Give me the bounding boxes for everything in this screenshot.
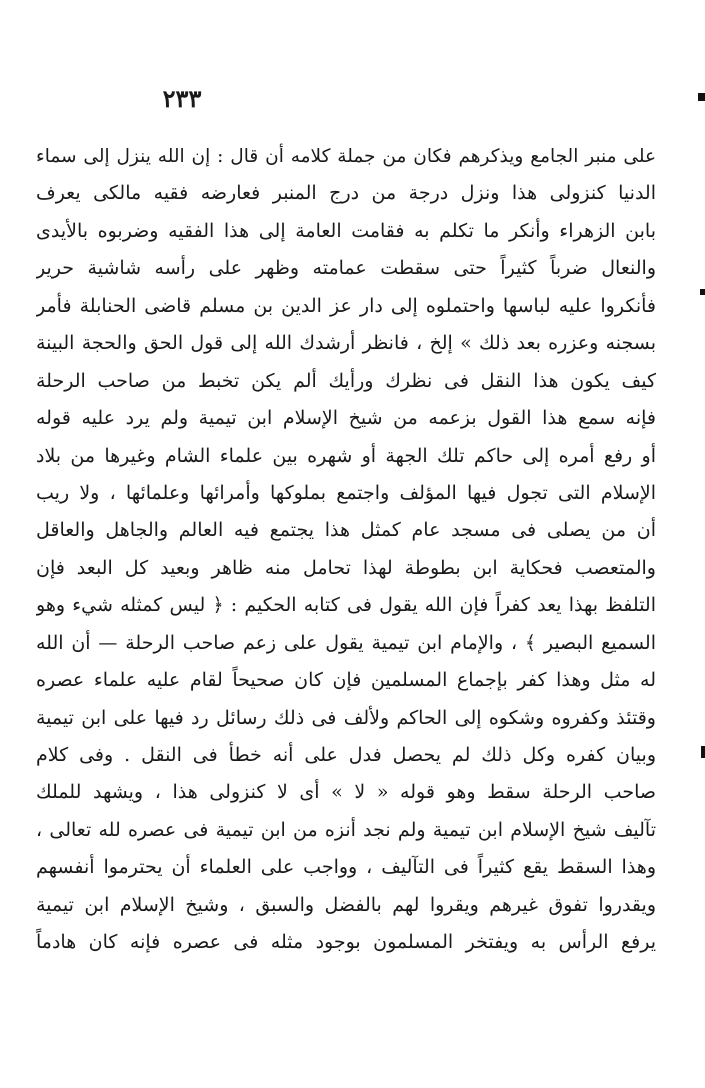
text-line: أن من يصلى فى مسجد عام كمثل هذا يجتمع فيه العالم والجاهل والعاقل (36, 519, 656, 542)
text-line: يرفع الرأس به ويفتخر المسلمون بوجود مثله فى عصره فإنه كان هادماً (36, 931, 656, 954)
text-line: فأنكروا عليه لباسها واحتملوه إلى دار عز الدين بن مسلم قاضى الحنابلة فأمر (36, 294, 656, 317)
text-line: بابن الزهراء وأنكر ما تكلم به فقامت العامة إلى هذا الفقيه وضربوه بالأيدى (36, 219, 656, 242)
text-line: على منبر الجامع ويذكرهم فكان من جملة كلامه أن قال : إن الله ينزل إلى سماء (36, 146, 656, 167)
text-line: تآليف شيخ الإسلام ابن تيمية ولم نجد أنزه من ابن تيمية فى عصره لله تعالى ، (36, 818, 656, 841)
text-line: أو رفع أمره إلى حاكم تلك الجهة أو شهره بين علماء الشام وغيرها من بلاد (36, 444, 656, 467)
page-number: ٢٣٣ (162, 84, 202, 113)
margin-mark (700, 289, 705, 295)
text-line: الدنيا كنزولى هذا ونزل درجة من درج المنبر فعارضه فقيه مالكى يعرف (36, 182, 656, 205)
page-text (36, 138, 656, 962)
text-line: الإسلام التى تجول فيها المؤلف واجتمع بملوكها وأمرائها وعلمائها ، ولا ريب (36, 481, 656, 504)
text-line: وقتئذ وكفروه وشكوه إلى الحاكم ولألف فى ذلك رسائل رد فيها على ابن تيمية (36, 706, 656, 729)
text-line: ويقدروا تفوق غيرهم ويقروا لهم بالفضل والسبق ، وشيخ الإسلام ابن تيمية (36, 893, 656, 916)
text-line: التلفظ بهذا يعد كفراً فإن الله يقول فى كتابه الحكيم : ﴿ ليس كمثله شيء وهو (36, 594, 656, 617)
text-line: له مثل وهذا كفر بإجماع المسلمين فإن كان صحيحاً لقام عليه علماء عصره (36, 669, 656, 692)
margin-mark (701, 746, 705, 758)
text-line: كيف يكون هذا النقل فى نظرك ورأيك ألم يكن تخبط من صاحب الرحلة (36, 369, 656, 392)
margin-mark (698, 93, 705, 101)
text-line: السميع البصير ﴾ ، والإمام ابن تيمية يقول على زعم صاحب الرحلة — أن الله (36, 631, 656, 654)
text-line: والنعال ضرباً كثيراً حتى سقطت عمامته وظهر على رأسه شاشية حرير (36, 257, 656, 280)
text-line: صاحب الرحلة سقط وهو قوله « لا » أى لا كنزولى هذا ، ويشهد للملك (36, 781, 656, 804)
text-line: فإنه سمع هذا القول بزعمه من شيخ الإسلام ابن تيمية ولم يرد عليه قوله (36, 407, 656, 430)
text-line: بسجنه وعزره بعد ذلك » إلخ ، فانظر أرشدك الله إلى قول الحق والحجة البينة (36, 332, 656, 355)
text-line: وهذا السقط يقع كثيراً فى التآليف ، وواجب على العلماء أن يحترموا أنفسهم (36, 856, 656, 879)
text-line: وبيان كفره وكل ذلك لم يحصل فدل على أنه خطأ فى النقل . وفى كلام (36, 744, 656, 766)
text-line: والمتعصب فحكاية ابن بطوطة لهذا تحامل منه ظاهر وبعيد كل البعد فإن (36, 556, 656, 579)
